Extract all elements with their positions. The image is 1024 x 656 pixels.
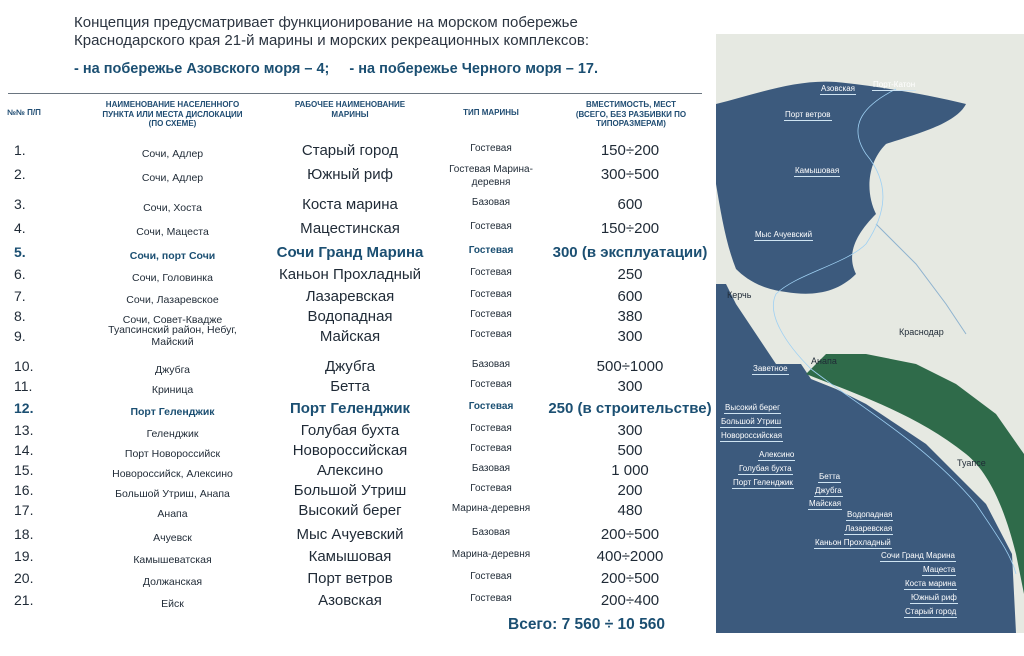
intro-text [74, 14, 684, 50]
map-label-vysoky-bereg: Высокий берег [725, 403, 781, 412]
table-row [0, 166, 712, 188]
row-marina-type: Базовая [471, 197, 511, 208]
map-label-novorossiyskaya: Новороссийская [721, 431, 783, 440]
row-marina-type: Гостевая [470, 289, 512, 300]
map-label-stary-gorod: Старый город [905, 607, 957, 616]
row-number: 13. [14, 422, 34, 438]
map-label-achuevsky: Мыс Ачуевский [755, 230, 813, 239]
row-place: Большой Утриш, Анапа [115, 488, 230, 500]
row-place: Порт Геленджик [130, 406, 215, 418]
map-label-vodopadnaya: Водопадная [847, 510, 893, 519]
row-place: Камышеватская [133, 554, 212, 566]
row-place: Сочи, порт Сочи [129, 250, 216, 262]
row-number: 2. [14, 166, 26, 182]
row-number: 15. [14, 462, 34, 478]
row-capacity: 500 [617, 442, 643, 459]
row-capacity: 480 [617, 502, 643, 519]
map-label-kamyshovaya: Камышовая [795, 166, 840, 175]
row-capacity: 380 [617, 308, 643, 325]
row-place: Сочи, Мацеста [136, 226, 209, 238]
row-marina-name: Южный риф [307, 166, 393, 183]
row-marina-type: Гостевая [470, 423, 512, 434]
row-capacity: 600 [617, 288, 643, 305]
row-number: 20. [14, 570, 34, 586]
row-capacity: 300 [617, 378, 643, 395]
row-marina-name: Майская [319, 328, 381, 345]
row-number: 4. [14, 220, 26, 236]
row-marina-name: Джубга [324, 358, 376, 375]
row-marina-name: Большой Утриш [293, 482, 407, 499]
table-row [0, 548, 712, 570]
row-marina-name: Голубая бухта [300, 422, 400, 439]
row-place: Сочи, Головинка [132, 272, 213, 284]
row-number: 14. [14, 442, 34, 458]
row-number: 8. [14, 308, 26, 324]
map-label-sochi-grand-marina: Сочи Гранд Марина [881, 551, 955, 560]
row-place: Анапа [157, 508, 188, 520]
row-marina-name: Мацестинская [300, 220, 400, 237]
row-capacity: 500÷1000 [596, 358, 664, 375]
intro-line-2: Краснодарского края 21-й марины и морских рекреационных комплексов: [74, 32, 589, 49]
map-label-lazarevskaya: Лазаревская [845, 524, 893, 533]
row-marina-name: Водопадная [307, 308, 393, 325]
row-marina-name: Порт ветров [307, 570, 393, 587]
row-capacity: 400÷2000 [596, 548, 664, 565]
row-capacity: 200 [617, 482, 643, 499]
header-num: №№ П/П [7, 108, 41, 117]
table-row [0, 220, 712, 242]
row-number: 9. [14, 328, 26, 344]
row-number: 17. [14, 502, 34, 518]
header-divider [8, 93, 702, 94]
row-marina-name: Лазаревская [305, 288, 395, 305]
map-label-aleksino: Алексино [759, 450, 795, 459]
row-marina-type: Гостевая [470, 221, 512, 232]
coast-summary [74, 61, 614, 77]
row-capacity: 250 (в строительстве) [548, 400, 712, 417]
row-place: Должанская [142, 576, 203, 588]
map-label-port-vetrov: Порт ветров [785, 110, 831, 119]
row-place: Джубга [154, 364, 191, 376]
map-label-betta: Бетта [819, 472, 841, 481]
map-label-port-katon: Порт-Катон [873, 80, 916, 89]
row-place: Сочи, Адлер [141, 148, 204, 160]
row-capacity: 200÷500 [600, 526, 660, 543]
row-capacity: 1 000 [611, 462, 649, 479]
row-number: 12. [14, 400, 34, 416]
table-row [0, 526, 712, 548]
map-label-kanyon-prokhladny: Каньон Прохладный [815, 538, 891, 547]
row-place: Сочи, Совет-Квадже [122, 314, 223, 326]
row-marina-name: Старый город [301, 142, 399, 159]
row-place: Геленджик [146, 428, 199, 440]
row-number: 1. [14, 142, 26, 158]
row-marina-name: Коста марина [302, 196, 398, 213]
map-label-kosta-marina: Коста марина [905, 579, 957, 588]
row-number: 18. [14, 526, 34, 542]
row-place: Туапсинский район, Небуг, Майский [108, 324, 237, 348]
row-marina-type: Гостевая [470, 483, 512, 494]
map-label-azovskaya: Азовская [821, 84, 855, 93]
row-marina-name: Мыс Ачуевский [296, 526, 404, 543]
row-number: 6. [14, 266, 26, 282]
row-number: 10. [14, 358, 34, 374]
row-marina-type: Базовая [471, 527, 511, 538]
intro-line-1: Концепция предусматривает функционирование на морском побережье [74, 14, 578, 31]
row-marina-type: Базовая [471, 359, 511, 370]
row-marina-type: Гостевая [468, 245, 514, 256]
row-marina-type: Гостевая [470, 593, 512, 604]
row-capacity: 300 (в эксплуатации) [552, 244, 708, 261]
row-marina-type: Марина-деревня [451, 549, 531, 560]
map-label-anapa: Анапа [811, 356, 837, 366]
row-marina-type: Гостевая Марина-деревня [449, 164, 533, 188]
row-capacity: 250 [617, 266, 643, 283]
row-marina-name: Азовская [318, 592, 382, 609]
table-row [0, 324, 712, 350]
row-marina-type: Марина-деревня [451, 503, 531, 514]
row-marina-name: Новороссийская [292, 442, 408, 459]
row-marina-type: Гостевая [470, 329, 512, 340]
row-marina-type: Гостевая [470, 143, 512, 154]
row-marina-type: Гостевая [470, 379, 512, 390]
map-label-mayskaya: Майская [809, 499, 842, 508]
header-name: РАБОЧЕЕ НАИМЕНОВАНИЕ МАРИНЫ [294, 100, 406, 119]
row-place: Ейск [161, 598, 184, 610]
table-row [0, 378, 712, 400]
row-capacity: 150÷200 [600, 142, 660, 159]
table-row [0, 502, 712, 524]
row-capacity: 200÷400 [600, 592, 660, 609]
azov-count: - на побережье Азовского моря – 4; [74, 61, 330, 77]
table-row [0, 196, 712, 218]
row-number: 21. [14, 592, 34, 608]
row-marina-name: Алексино [316, 462, 384, 479]
table-row [0, 400, 712, 422]
row-number: 19. [14, 548, 34, 564]
table-row [0, 358, 712, 380]
row-marina-name: Порт Геленджик [289, 400, 411, 417]
row-capacity: 150÷200 [600, 220, 660, 237]
row-marina-type: Базовая [471, 463, 511, 474]
header-place: НАИМЕНОВАНИЕ НАСЕЛЕННОГО ПУНКТА ИЛИ МЕСТА ДИСЛОКАЦИИ (ПО СХЕМЕ) [102, 100, 243, 128]
table-row [0, 570, 712, 592]
map-label-golubaya-bukhta: Голубая бухта [739, 464, 792, 473]
row-capacity: 600 [617, 196, 643, 213]
row-marina-name: Камышовая [308, 548, 392, 565]
row-number: 5. [14, 244, 26, 260]
table-row [0, 462, 712, 484]
row-number: 16. [14, 482, 34, 498]
header-capacity: ВМЕСТИМОСТЬ, МЕСТ (ВСЕГО, БЕЗ РАЗБИВКИ ПО ТИПОРАЗМЕРАМ) [575, 100, 687, 128]
row-place: Ачуевск [153, 532, 192, 544]
table-row [0, 266, 712, 288]
table-row [0, 592, 712, 614]
table-row [0, 442, 712, 464]
map-label-zavetnoe: Заветное [753, 364, 788, 373]
map-label-dzhubga: Джубга [815, 486, 842, 495]
map-label-bolshoy-utrish: Большой Утриш [721, 417, 781, 426]
map-label-port-gelendzhik: Порт Геленджик [733, 478, 793, 487]
map-label-krasnodar: Краснодар [899, 327, 944, 337]
table-row [0, 288, 712, 310]
row-capacity: 300÷500 [600, 166, 660, 183]
row-place: Криница [151, 384, 194, 396]
row-place: Сочи, Хоста [143, 202, 202, 214]
row-marina-type: Гостевая [470, 443, 512, 454]
row-capacity: 300 [617, 422, 643, 439]
row-marina-type: Гостевая [470, 571, 512, 582]
table-row [0, 142, 712, 164]
header-type: ТИП МАРИНЫ [463, 108, 519, 117]
map-label-kerch: Керчь [727, 290, 752, 300]
row-number: 3. [14, 196, 26, 212]
row-capacity: 300 [617, 328, 643, 345]
row-marina-type: Гостевая [470, 267, 512, 278]
row-number: 7. [14, 288, 26, 304]
map-label-tuapse: Туапсе [957, 458, 986, 468]
row-marina-type: Гостевая [468, 401, 514, 412]
table-row [0, 482, 712, 504]
row-marina-name: Высокий берег [298, 502, 402, 519]
row-marina-type: Гостевая [470, 309, 512, 320]
map-label-matsesta: Мацеста [923, 565, 956, 574]
row-marina-name: Сочи Гранд Марина [276, 244, 424, 261]
table-row [0, 244, 712, 266]
region-map [716, 34, 1024, 633]
table-row [0, 422, 712, 444]
row-capacity: 200÷500 [600, 570, 660, 587]
row-marina-name: Каньон Прохладный [278, 266, 422, 283]
row-marina-name: Бетта [330, 378, 370, 395]
row-number: 11. [14, 378, 33, 394]
map-label-yuzhny-rif: Южный риф [911, 593, 957, 602]
black-sea-count: - на побережье Черного моря – 17. [349, 61, 598, 77]
row-place: Сочи, Лазаревское [126, 294, 219, 306]
row-place: Порт Новороссийск [124, 448, 221, 460]
total-capacity: Всего: 7 560 ÷ 10 560 [508, 616, 665, 633]
row-place: Сочи, Адлер [141, 172, 204, 184]
row-place: Новороссийск, Алексино [112, 468, 233, 480]
